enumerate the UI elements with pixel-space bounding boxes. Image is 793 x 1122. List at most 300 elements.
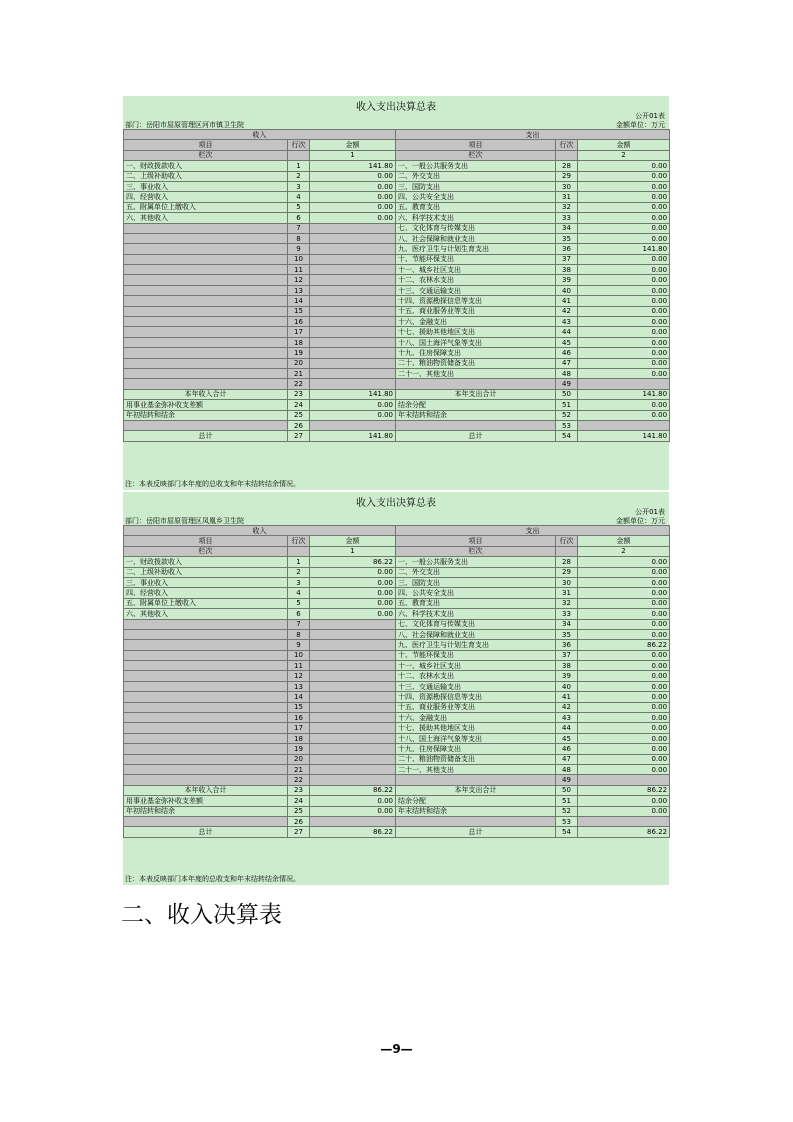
income-amount: 0.00 — [310, 202, 396, 212]
summary-label: 总计 — [396, 431, 556, 441]
income-amount-empty — [310, 244, 396, 254]
line-number: 23 — [288, 785, 310, 795]
table-row — [124, 306, 670, 316]
line-number: 36 — [556, 640, 578, 650]
line-number: 13 — [288, 285, 310, 295]
item-header: 项目 — [396, 140, 556, 150]
expense-amount: 0.00 — [578, 192, 670, 202]
line-number: 25 — [288, 806, 310, 816]
column-number: 2 — [578, 546, 670, 556]
expense-amount: 0.00 — [578, 723, 670, 733]
table-row — [124, 713, 670, 723]
summary-label — [124, 816, 288, 826]
line-number: 24 — [288, 796, 310, 806]
expense-item: 二、外交支出 — [396, 171, 556, 181]
line-number: 14 — [288, 296, 310, 306]
table-row — [124, 702, 670, 712]
expense-amount: 0.00 — [578, 567, 670, 577]
income-item-empty — [124, 640, 288, 650]
line-number: 52 — [556, 410, 578, 420]
line-number: 15 — [288, 702, 310, 712]
table-row — [124, 629, 670, 639]
line-number: 16 — [288, 713, 310, 723]
table-row — [124, 348, 670, 358]
table-note: 注：本表反映部门本年度的总收支和年末结转结余情况。 — [125, 480, 300, 488]
table-row — [124, 744, 670, 754]
table-row — [124, 202, 670, 212]
summary-label: 总计 — [124, 827, 288, 837]
expense-amount: 0.00 — [578, 702, 670, 712]
expense-amount: 0.00 — [578, 296, 670, 306]
expense-amount: 0.00 — [578, 733, 670, 743]
expense-item: 六、科学技术支出 — [396, 213, 556, 223]
income-item-empty — [124, 764, 288, 774]
expense-item: 二十一、其他支出 — [396, 764, 556, 774]
line-number: 54 — [556, 827, 578, 837]
income-amount: 0.00 — [310, 171, 396, 181]
expense-amount: 0.00 — [578, 254, 670, 264]
expense-amount: 0.00 — [578, 265, 670, 275]
expense-item: 四、公共安全支出 — [396, 588, 556, 598]
income-amount-empty — [310, 223, 396, 233]
line-number: 1 — [288, 557, 310, 567]
expense-item: 十三、交通运输支出 — [396, 681, 556, 691]
income-amount-empty — [310, 306, 396, 316]
summary-row — [124, 827, 670, 837]
summary-row — [124, 806, 670, 816]
expense-amount: 0.00 — [578, 213, 670, 223]
item-header: 项目 — [396, 536, 556, 546]
section-heading: 二、收入决算表 — [121, 902, 282, 928]
form-number: 公开01表 — [635, 508, 665, 516]
income-item-empty — [124, 337, 288, 347]
line-number: 53 — [556, 420, 578, 430]
line-number: 6 — [288, 609, 310, 619]
summary-row — [124, 431, 670, 441]
income-item-empty — [124, 733, 288, 743]
expense-header: 支出 — [396, 130, 670, 140]
expense-item: 十四、资源勘探信息等支出 — [396, 692, 556, 702]
income-item-empty — [124, 629, 288, 639]
summary-amount: 86.22 — [578, 785, 670, 795]
header-row — [124, 526, 670, 536]
expense-amount: 0.00 — [578, 681, 670, 691]
line-number: 30 — [556, 577, 578, 587]
income-item-empty — [124, 233, 288, 243]
line-number: 21 — [288, 764, 310, 774]
table-row — [124, 244, 670, 254]
header-row — [124, 130, 670, 140]
expense-amount: 0.00 — [578, 744, 670, 754]
expense-amount: 0.00 — [578, 181, 670, 191]
line-number: 11 — [288, 661, 310, 671]
line-number: 27 — [288, 431, 310, 441]
line-number: 49 — [556, 775, 578, 785]
income-item-empty — [124, 754, 288, 764]
expense-amount: 0.00 — [578, 202, 670, 212]
expense-amount: 0.00 — [578, 171, 670, 181]
line-number: 1 — [288, 161, 310, 171]
table-row — [124, 692, 670, 702]
line-number: 28 — [556, 161, 578, 171]
line-number: 40 — [556, 285, 578, 295]
summary-amount: 86.22 — [310, 785, 396, 795]
income-amount-empty — [310, 348, 396, 358]
income-item: 二、上级补助收入 — [124, 171, 288, 181]
table-row — [124, 317, 670, 327]
income-amount-empty — [310, 671, 396, 681]
expense-amount: 0.00 — [578, 348, 670, 358]
table-row — [124, 181, 670, 191]
line-header: 行次 — [556, 140, 578, 150]
table-row — [124, 619, 670, 629]
expense-item-empty — [396, 775, 556, 785]
line-number: 18 — [288, 337, 310, 347]
income-amount-empty — [310, 317, 396, 327]
expense-item: 四、公共安全支出 — [396, 192, 556, 202]
expense-amount: 0.00 — [578, 306, 670, 316]
income-item: 四、经营收入 — [124, 192, 288, 202]
line-number: 26 — [288, 816, 310, 826]
column-blank — [556, 150, 578, 160]
summary-amount: 0.00 — [578, 410, 670, 420]
line-number: 27 — [288, 827, 310, 837]
summary-row — [124, 389, 670, 399]
income-item-empty — [124, 681, 288, 691]
income-item-empty — [124, 723, 288, 733]
table-row — [124, 223, 670, 233]
line-number: 33 — [556, 213, 578, 223]
line-number: 41 — [556, 692, 578, 702]
column-label: 栏次 — [124, 150, 288, 160]
summary-row — [124, 400, 670, 410]
line-number: 21 — [288, 368, 310, 378]
summary-amount: 86.22 — [578, 827, 670, 837]
line-number: 50 — [556, 389, 578, 399]
line-number: 10 — [288, 650, 310, 660]
income-amount-empty — [310, 692, 396, 702]
table-row — [124, 254, 670, 264]
income-amount-empty — [310, 379, 396, 389]
summary-amount: 0.00 — [310, 400, 396, 410]
line-number: 34 — [556, 619, 578, 629]
summary-label: 用事业基金弥补收支差额 — [124, 400, 288, 410]
line-number: 6 — [288, 213, 310, 223]
column-label: 栏次 — [124, 546, 288, 556]
line-number: 9 — [288, 244, 310, 254]
expense-amount: 0.00 — [578, 368, 670, 378]
income-amount-empty — [310, 619, 396, 629]
line-number: 22 — [288, 775, 310, 785]
income-header: 收入 — [124, 526, 396, 536]
summary-label: 年初结转和结余 — [124, 410, 288, 420]
table-row — [124, 192, 670, 202]
income-amount-empty — [310, 681, 396, 691]
income-item-empty — [124, 671, 288, 681]
table-row — [124, 681, 670, 691]
table-row — [124, 577, 670, 587]
income-item: 一、财政拨款收入 — [124, 161, 288, 171]
income-item-empty — [124, 327, 288, 337]
income-item-empty — [124, 379, 288, 389]
line-number: 23 — [288, 389, 310, 399]
table-row — [124, 723, 670, 733]
income-item-empty — [124, 692, 288, 702]
line-number: 47 — [556, 754, 578, 764]
income-amount: 0.00 — [310, 588, 396, 598]
line-number: 38 — [556, 661, 578, 671]
line-number: 22 — [288, 379, 310, 389]
expense-item: 十六、金融支出 — [396, 713, 556, 723]
line-number: 24 — [288, 400, 310, 410]
expense-item: 九、医疗卫生与计划生育支出 — [396, 244, 556, 254]
expense-amount: 0.00 — [578, 692, 670, 702]
line-number: 28 — [556, 557, 578, 567]
table-row — [124, 161, 670, 171]
line-number: 17 — [288, 327, 310, 337]
summary-row — [124, 420, 670, 430]
expense-item: 二十、粮油物资储备支出 — [396, 358, 556, 368]
line-number: 4 — [288, 192, 310, 202]
table-title: 收入支出决算总表 — [356, 498, 436, 509]
line-number: 42 — [556, 306, 578, 316]
line-number: 45 — [556, 733, 578, 743]
expense-amount: 0.00 — [578, 337, 670, 347]
line-number: 48 — [556, 368, 578, 378]
line-number: 37 — [556, 650, 578, 660]
income-item: 三、事业收入 — [124, 577, 288, 587]
table-row — [124, 567, 670, 577]
summary-label: 本年收入合计 — [124, 389, 288, 399]
income-amount: 86.22 — [310, 557, 396, 567]
income-amount-empty — [310, 265, 396, 275]
income-item-empty — [124, 744, 288, 754]
line-number: 5 — [288, 598, 310, 608]
line-number: 40 — [556, 681, 578, 691]
table-row — [124, 358, 670, 368]
summary-row — [124, 410, 670, 420]
table-row — [124, 598, 670, 608]
expense-item: 一、一般公共服务支出 — [396, 557, 556, 567]
page-number: —9— — [380, 1042, 413, 1056]
line-number: 4 — [288, 588, 310, 598]
expense-amount: 0.00 — [578, 285, 670, 295]
line-number: 51 — [556, 400, 578, 410]
expense-amount: 0.00 — [578, 577, 670, 587]
line-number: 11 — [288, 265, 310, 275]
expense-item: 十九、住房保障支出 — [396, 744, 556, 754]
summary-label: 结余分配 — [396, 796, 556, 806]
line-number: 25 — [288, 410, 310, 420]
summary-label: 年末结转和结余 — [396, 806, 556, 816]
expense-amount: 0.00 — [578, 619, 670, 629]
table-row — [124, 233, 670, 243]
income-item-empty — [124, 661, 288, 671]
expense-item: 十、节能环保支出 — [396, 254, 556, 264]
form-number: 公开01表 — [635, 112, 665, 120]
income-amount-empty — [310, 254, 396, 264]
line-number: 46 — [556, 348, 578, 358]
income-item-empty — [124, 265, 288, 275]
line-number: 17 — [288, 723, 310, 733]
line-header: 行次 — [556, 536, 578, 546]
line-number: 2 — [288, 171, 310, 181]
summary-amount: 0.00 — [578, 796, 670, 806]
summary-grid — [123, 129, 670, 442]
line-number: 53 — [556, 816, 578, 826]
summary-amount: 0.00 — [310, 410, 396, 420]
expense-item: 三、国防支出 — [396, 577, 556, 587]
income-amount-empty — [310, 723, 396, 733]
income-item-empty — [124, 223, 288, 233]
amount-header: 金额 — [578, 536, 670, 546]
line-number: 45 — [556, 337, 578, 347]
table-row — [124, 775, 670, 785]
summary-amount: 0.00 — [578, 400, 670, 410]
table-row — [124, 733, 670, 743]
table-row — [124, 337, 670, 347]
income-item-empty — [124, 348, 288, 358]
summary-table-fenghuang — [123, 492, 669, 885]
summary-label — [124, 420, 288, 430]
table-row — [124, 671, 670, 681]
income-amount: 0.00 — [310, 567, 396, 577]
income-item: 六、其他收入 — [124, 213, 288, 223]
expense-item: 五、教育支出 — [396, 202, 556, 212]
income-amount: 0.00 — [310, 609, 396, 619]
table-row — [124, 557, 670, 567]
expense-item: 十一、城乡社区支出 — [396, 265, 556, 275]
income-amount-empty — [310, 640, 396, 650]
income-amount-empty — [310, 754, 396, 764]
income-item-empty — [124, 296, 288, 306]
expense-amount: 0.00 — [578, 650, 670, 660]
column-label: 栏次 — [396, 150, 556, 160]
table-row — [124, 275, 670, 285]
income-item: 五、附属单位上缴收入 — [124, 598, 288, 608]
line-number: 14 — [288, 692, 310, 702]
table-title: 收入支出决算总表 — [356, 102, 436, 113]
table-row — [124, 588, 670, 598]
income-item-empty — [124, 306, 288, 316]
table-row — [124, 379, 670, 389]
summary-row — [124, 785, 670, 795]
income-item-empty — [124, 244, 288, 254]
line-number: 44 — [556, 723, 578, 733]
line-number: 49 — [556, 379, 578, 389]
summary-amount — [310, 420, 396, 430]
line-number: 20 — [288, 754, 310, 764]
line-number: 13 — [288, 681, 310, 691]
line-number: 30 — [556, 181, 578, 191]
expense-amount: 0.00 — [578, 233, 670, 243]
department-label: 部门：岳阳市屈原管理区河市镇卫生院 — [125, 121, 244, 129]
expense-amount: 0.00 — [578, 754, 670, 764]
expense-item: 三、国防支出 — [396, 181, 556, 191]
expense-amount: 0.00 — [578, 223, 670, 233]
line-number: 3 — [288, 181, 310, 191]
expense-item: 九、医疗卫生与计划生育支出 — [396, 640, 556, 650]
income-amount-empty — [310, 358, 396, 368]
summary-row — [124, 816, 670, 826]
expense-item: 十八、国土海洋气象等支出 — [396, 733, 556, 743]
expense-item: 七、文化体育与传媒支出 — [396, 619, 556, 629]
income-item: 四、经营收入 — [124, 588, 288, 598]
table-row — [124, 296, 670, 306]
line-number: 35 — [556, 233, 578, 243]
line-number: 7 — [288, 223, 310, 233]
income-item: 六、其他收入 — [124, 609, 288, 619]
expense-amount: 0.00 — [578, 358, 670, 368]
department-label: 部门：岳阳市屈原管理区凤凰乡卫生院 — [125, 517, 244, 525]
column-blank — [288, 150, 310, 160]
line-number: 41 — [556, 296, 578, 306]
income-item-empty — [124, 358, 288, 368]
expense-item: 十二、农林水支出 — [396, 671, 556, 681]
expense-item: 一、一般公共服务支出 — [396, 161, 556, 171]
expense-amount-empty — [578, 775, 670, 785]
income-item-empty — [124, 619, 288, 629]
income-amount-empty — [310, 764, 396, 774]
expense-amount: 0.00 — [578, 588, 670, 598]
line-number: 42 — [556, 702, 578, 712]
expense-item: 二、外交支出 — [396, 567, 556, 577]
line-number: 44 — [556, 327, 578, 337]
line-number: 51 — [556, 796, 578, 806]
income-amount-empty — [310, 744, 396, 754]
summary-amount — [310, 816, 396, 826]
header-row — [124, 140, 670, 150]
income-amount-empty — [310, 775, 396, 785]
line-number: 16 — [288, 317, 310, 327]
expense-amount: 0.00 — [578, 629, 670, 639]
table-row — [124, 650, 670, 660]
summary-row — [124, 796, 670, 806]
line-number: 7 — [288, 619, 310, 629]
income-item-empty — [124, 317, 288, 327]
income-amount-empty — [310, 285, 396, 295]
income-item-empty — [124, 275, 288, 285]
expense-amount-empty — [578, 379, 670, 389]
summary-table-hejie — [123, 96, 669, 490]
income-amount-empty — [310, 702, 396, 712]
expense-amount: 141.80 — [578, 244, 670, 254]
income-item-empty — [124, 254, 288, 264]
line-number: 12 — [288, 671, 310, 681]
income-item-empty — [124, 368, 288, 378]
table-row — [124, 661, 670, 671]
item-header: 项目 — [124, 140, 288, 150]
income-amount-empty — [310, 733, 396, 743]
income-amount-empty — [310, 275, 396, 285]
expense-amount: 0.00 — [578, 327, 670, 337]
income-amount: 0.00 — [310, 192, 396, 202]
summary-label: 总计 — [124, 431, 288, 441]
summary-label — [396, 816, 556, 826]
table-row — [124, 213, 670, 223]
line-number: 35 — [556, 629, 578, 639]
summary-label: 本年收入合计 — [124, 785, 288, 795]
summary-label — [396, 420, 556, 430]
table-row — [124, 764, 670, 774]
summary-amount: 0.00 — [310, 806, 396, 816]
expense-amount: 0.00 — [578, 598, 670, 608]
line-number: 47 — [556, 358, 578, 368]
income-amount-empty — [310, 650, 396, 660]
line-number: 3 — [288, 577, 310, 587]
summary-label: 结余分配 — [396, 400, 556, 410]
summary-label: 本年支出合计 — [396, 785, 556, 795]
